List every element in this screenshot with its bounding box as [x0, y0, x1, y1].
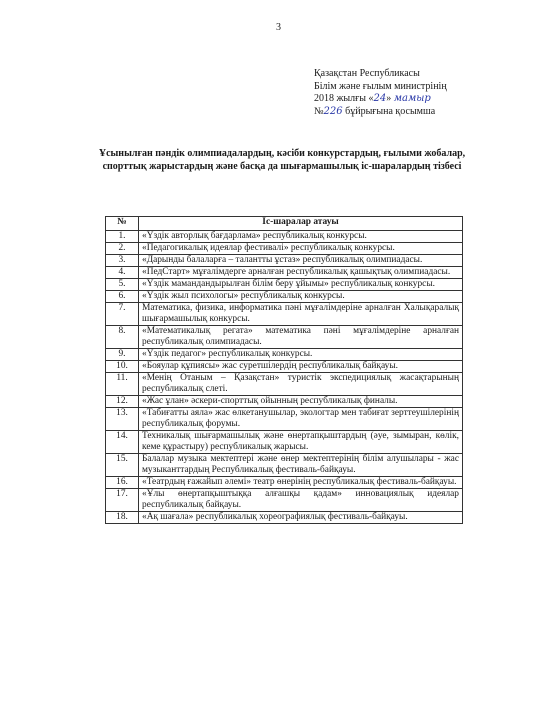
row-event-name: «Үздік жыл психологы» республикалық конкурсы.: [139, 291, 463, 303]
row-number: 5.: [106, 279, 139, 291]
handwritten-order-number: 226: [323, 105, 343, 117]
events-table: [105, 216, 463, 524]
row-number: 18.: [106, 512, 139, 524]
row-event-name: «Математикалық регата» математика пәні мұғалімдеріне арналған республикалық олимпиадасы.: [139, 326, 463, 349]
handwritten-month: мамыр: [393, 93, 431, 104]
table-row: [106, 454, 463, 477]
row-number: 8.: [106, 326, 139, 349]
row-number: 2.: [106, 243, 139, 255]
row-event-name: Математика, физика, информатика пәні мұғалімдеріне арналған Халықаралық шығармашылық конкурсы.: [139, 303, 463, 326]
row-event-name: «Бояулар құпиясы» жас суретшілердің республикалық байқауы.: [139, 361, 463, 373]
row-event-name: Техникалық шығармашылық және өнертапқыштардың (әуе, зымыран, көлік, кеме құрастыру) республикалық жарысы.: [139, 431, 463, 454]
row-event-name: «ПедСтарт» мұғалімдерге арналған республикалық қашықтық олимпиадасы.: [139, 267, 463, 279]
row-number: 9.: [106, 349, 139, 361]
row-event-name: Балалар музыка мектептері және өнер мектептерінің білім алушылары - жас музыканттардың Республикалық фестиваль-байқауы.: [139, 454, 463, 477]
table-row: [106, 267, 463, 279]
table-row: [106, 373, 463, 396]
table-row: [106, 303, 463, 326]
header-number: №: [106, 217, 139, 231]
row-event-name: «Үздік мамандандырылған білім беру ұйымы» республикалық конкурсы.: [139, 279, 463, 291]
appendix-line-2: Білім және ғылым министрінің: [314, 80, 447, 92]
row-event-name: «Театрдың ғажайып әлемі» театр өнерінің республикалық фестиваль-байқауы.: [139, 477, 463, 489]
table-row: [106, 477, 463, 489]
row-number: 17.: [106, 489, 139, 512]
row-event-name: «Дарынды балаларға – талантты ұстаз» республикалық олимпиадасы.: [139, 255, 463, 267]
row-event-name: «Үздік педагог» республикалық конкурсы.: [139, 349, 463, 361]
table-row: [106, 279, 463, 291]
table-row: [106, 326, 463, 349]
page-number: 3: [276, 22, 281, 33]
row-number: 11.: [106, 373, 139, 396]
table-row: [106, 431, 463, 454]
appendix-note: [314, 68, 447, 118]
table-row: [106, 396, 463, 408]
order-suffix: бұйрығына қосымша: [342, 105, 436, 117]
handwritten-day: 24: [373, 93, 387, 104]
order-prefix: №: [314, 105, 324, 117]
table-row: [106, 361, 463, 373]
header-event-name: Іс-шаралар атауы: [139, 217, 463, 231]
row-event-name: «Ұлы өнертапқыштыққа алғашқы қадам» инновациялық идеялар республикалық байқауы.: [139, 489, 463, 512]
table-row: [106, 291, 463, 303]
row-number: 16.: [106, 477, 139, 489]
row-number: 14.: [106, 431, 139, 454]
appendix-line-3: [314, 93, 447, 106]
row-number: 12.: [106, 396, 139, 408]
appendix-line-4: [314, 106, 447, 119]
row-event-name: «Педагогикалық идеялар фестивалі» республикалық конкурсы.: [139, 243, 463, 255]
date-mid: »: [386, 93, 394, 104]
table-row: [106, 349, 463, 361]
row-event-name: «Жас ұлан» әскери-спорттық ойынның республикалық финалы.: [139, 396, 463, 408]
table-row: [106, 243, 463, 255]
row-number: 1.: [106, 231, 139, 243]
row-number: 6.: [106, 291, 139, 303]
row-event-name: «Менің Отаным – Қазақстан» туристік экспедициялық жасақтарының республикалық слеті.: [139, 373, 463, 396]
row-number: 4.: [106, 267, 139, 279]
date-prefix: 2018 жылғы «: [314, 93, 374, 104]
row-number: 3.: [106, 255, 139, 267]
table-row: [106, 489, 463, 512]
table-row: [106, 408, 463, 431]
row-number: 10.: [106, 361, 139, 373]
row-number: 7.: [106, 303, 139, 326]
table-header-row: [106, 217, 463, 231]
row-number: 13.: [106, 408, 139, 431]
row-event-name: «Табиғатты аяла» жас өлкетанушылар, экологтар мен табиғат зерттеушілерінің республикалық форумы.: [139, 408, 463, 431]
row-number: 15.: [106, 454, 139, 477]
row-event-name: «Үздік авторлық бағдарлама» республикалық конкурсы.: [139, 231, 463, 243]
table-row: [106, 255, 463, 267]
table-row: [106, 231, 463, 243]
appendix-line-1: Қазақстан Республикасы: [314, 68, 420, 79]
row-event-name: «Ақ шағала» республикалық хореографиялық фестиваль-байқауы.: [139, 512, 463, 524]
document-title: Ұсынылған пәндік олимпиадалардың, кәсіби конкурстардың, ғылыми жобалар, спорттық жарыстардың және басқа да шығармашылық іс-шаралардың тізбесі: [98, 148, 466, 172]
table-row: [106, 512, 463, 524]
